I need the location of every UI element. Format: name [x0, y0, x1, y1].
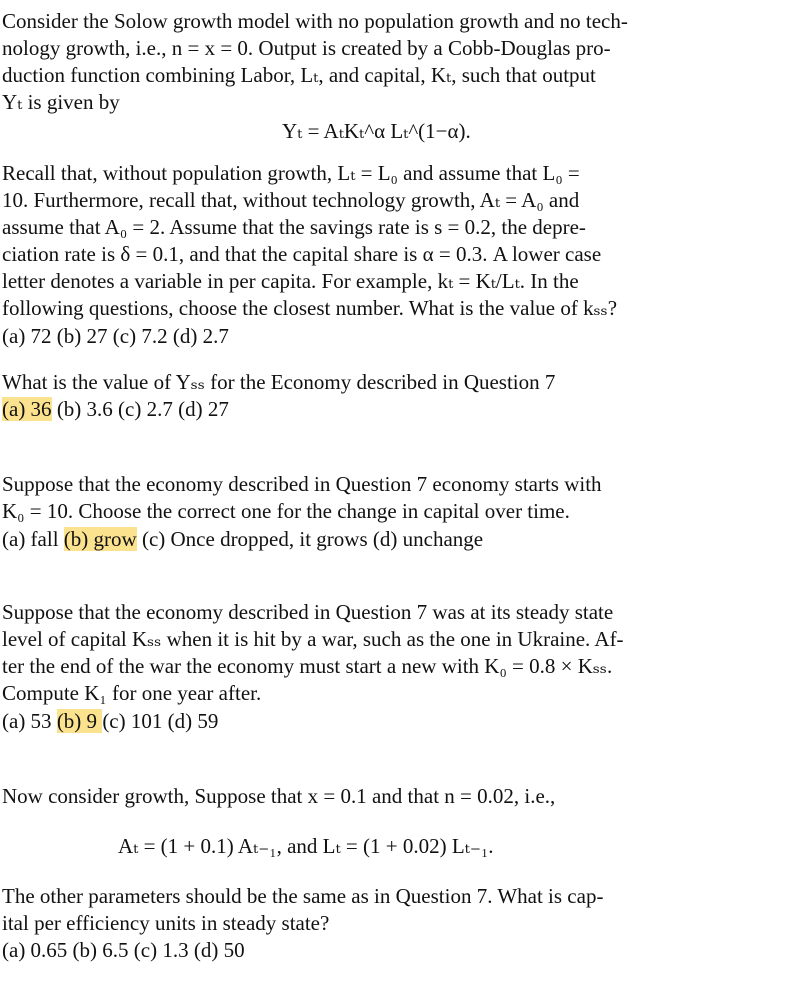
- q9-options: [2, 526, 483, 552]
- q11-line-2: The other parameters should be the same as in Question 7. What is cap-: [2, 884, 604, 908]
- q8-line-1: What is the value of Yₛₛ for the Economy described in Question 7: [2, 370, 556, 394]
- q7-line-2: nology growth, i.e., n = x = 0. Output is created by a Cobb-Douglas pro-: [2, 36, 611, 60]
- q8-options: [2, 396, 229, 422]
- q10-line-2: level of capital Kₛₛ when it is hit by a war, such as the one in Ukraine. Af-: [2, 627, 624, 651]
- q11-equation: Aₜ = (1 + 0.1) Aₜ₋₁, and Lₜ = (1 + 0.02) Lₜ₋₁.: [118, 834, 494, 858]
- q8-option-a-highlighted: (a) 36: [2, 397, 52, 421]
- q7-line-9: letter denotes a variable in per capita. For example, kₜ = Kₜ/Lₜ. In the: [2, 269, 579, 293]
- q11-line-1: Now consider growth, Suppose that x = 0.1 and that n = 0.02, i.e.,: [2, 784, 556, 808]
- q7-line-8: ciation rate is δ = 0.1, and that the capital share is α = 0.3. A lower case: [2, 242, 602, 266]
- q10-options: [2, 708, 218, 734]
- q7-line-7: assume that A₀ = 2. Assume that the savings rate is s = 0.2, the depre-: [2, 215, 586, 239]
- q7-options: (a) 72 (b) 27 (c) 7.2 (d) 2.7: [2, 324, 229, 348]
- q9-option-b-highlighted: (b) grow: [63, 527, 137, 551]
- q7-line-3: duction function combining Labor, Lₜ, and capital, Kₜ, such that output: [2, 63, 596, 87]
- q10-option-b-highlighted: (b) 9: [56, 709, 103, 733]
- q8-options-rest: (b) 3.6 (c) 2.7 (d) 27: [51, 397, 229, 421]
- q11-options: (a) 0.65 (b) 6.5 (c) 1.3 (d) 50: [2, 938, 245, 962]
- q10-option-a: (a) 53: [2, 709, 57, 733]
- q7-line-1: Consider the Solow growth model with no population growth and no tech-: [2, 9, 628, 33]
- q9-option-a: (a) fall: [2, 527, 64, 551]
- q7-line-5: Recall that, without population growth, Lₜ = L₀ and assume that L₀ =: [2, 161, 580, 185]
- q10-line-1: Suppose that the economy described in Question 7 was at its steady state: [2, 600, 614, 624]
- q7-line-6: 10. Furthermore, recall that, without technology growth, Aₜ = A₀ and: [2, 188, 580, 212]
- q9-line-1: Suppose that the economy described in Question 7 economy starts with: [2, 472, 602, 496]
- q11-line-3: ital per efficiency units in steady state?: [2, 911, 330, 935]
- q7-line-4: Yₜ is given by: [2, 90, 120, 114]
- q9-line-2: K₀ = 10. Choose the correct one for the change in capital over time.: [2, 499, 570, 523]
- q7-equation: Yₜ = AₜKₜ^α Lₜ^(1−α).: [282, 119, 471, 143]
- q7-line-10: following questions, choose the closest number. What is the value of kₛₛ?: [2, 296, 618, 320]
- q10-options-rest: (c) 101 (d) 59: [102, 709, 219, 733]
- q10-line-4: Compute K₁ for one year after.: [2, 681, 262, 705]
- q9-options-rest: (c) Once dropped, it grows (d) unchange: [136, 527, 484, 551]
- q10-line-3: ter the end of the war the economy must start a new with K₀ = 0.8 × Kₛₛ.: [2, 654, 613, 678]
